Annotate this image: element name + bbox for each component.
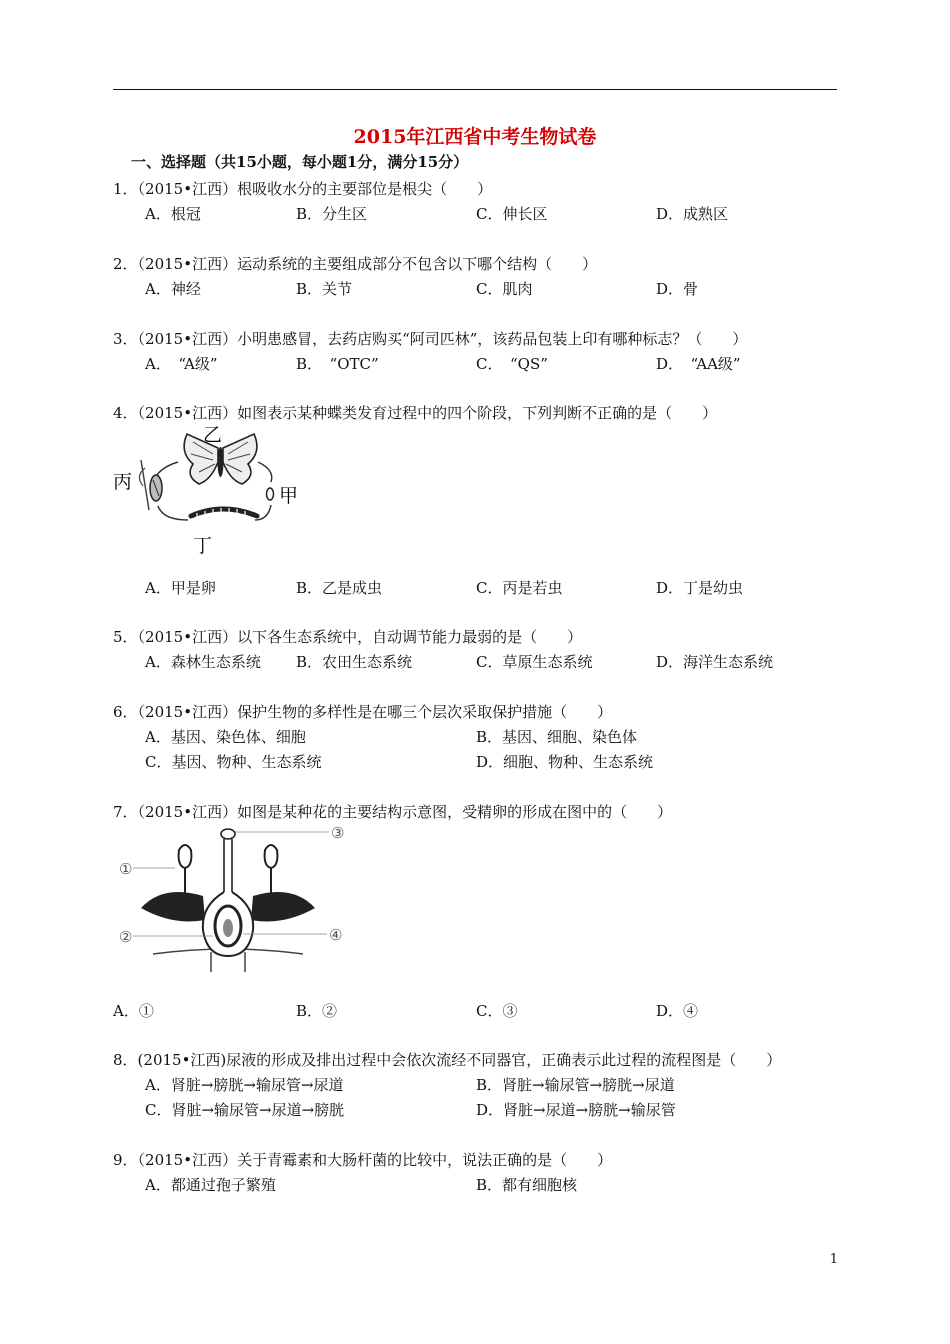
question-3-option-a[interactable]: A． “A级” [145,355,218,373]
question-5-option-a[interactable]: A．森林生态系统 [145,653,261,671]
question-8-stem: 8．(2015•江西)尿液的形成及排出过程中会依次流经不同器官，正确表示此过程的流程图是（ ） [113,1051,782,1069]
page-number: 1 [829,1252,838,1267]
figure-label-yi: 乙 [203,424,223,446]
question-9-stem: 9．（2015•江西）关于青霉素和大肠杆菌的比较中，说法正确的是（ ） [113,1151,613,1169]
question-3-option-b[interactable]: B． “OTC” [296,355,379,373]
question-4-stem: 4．（2015•江西）如图表示某种蝶类发育过程中的四个阶段，下列判断不正确的是（ ） [113,404,718,422]
question-4-option-b[interactable]: B．乙是成虫 [296,579,383,597]
figure-label-3: ③ [331,824,345,842]
question-9-option-a[interactable]: A．都通过孢子繁殖 [145,1176,276,1194]
question-7-stem: 7．（2015•江西）如图是某种花的主要结构示意图，受精卵的形成在图中的（ ） [113,803,673,821]
question-1-option-d[interactable]: D．成熟区 [656,205,729,223]
question-2-option-d[interactable]: D．骨 [656,280,699,298]
butterfly-lifecycle-figure [113,420,313,558]
question-3-stem: 3．（2015•江西）小明患感冒，去药店购买“阿司匹林”，该药品包装上印有哪种标志？（ ） [113,330,748,348]
question-2-option-b[interactable]: B．关节 [296,280,353,298]
figure-label-4: ④ [329,926,343,944]
question-1-option-a[interactable]: A．根冠 [145,205,201,223]
section-heading: 一、选择题（共15小题，每小题1分，满分15分） [131,153,469,171]
question-2-option-c[interactable]: C．肌肉 [476,280,533,298]
question-7-option-c[interactable]: C．③ [476,1002,518,1020]
question-6-option-b[interactable]: B．基因、细胞、染色体 [476,728,638,746]
figure-label-2: ② [119,928,133,946]
question-6-option-d[interactable]: D．细胞、物种、生态系统 [476,753,654,771]
caterpillar-icon [191,508,257,517]
question-5-option-c[interactable]: C．草原生态系统 [476,653,593,671]
question-8-option-d[interactable]: D．肾脏→尿道→膀胱→输尿管 [476,1101,676,1119]
question-6-option-c[interactable]: C．基因、物种、生态系统 [145,753,322,771]
question-2-option-a[interactable]: A．神经 [145,280,201,298]
question-8-option-a[interactable]: A．肾脏→膀胱→输尿管→尿道 [145,1076,344,1094]
question-5-stem: 5．（2015•江西）以下各生态系统中，自动调节能力最弱的是（ ） [113,628,583,646]
question-4-option-a[interactable]: A．甲是卵 [145,579,216,597]
question-8-option-b[interactable]: B．肾脏→输尿管→膀胱→尿道 [476,1076,675,1094]
question-9-option-b[interactable]: B．都有细胞核 [476,1176,578,1194]
figure-label-ding: 丁 [193,535,213,557]
question-4-option-c[interactable]: C．丙是若虫 [476,579,563,597]
question-5-option-d[interactable]: D．海洋生态系统 [656,653,774,671]
question-8-option-c[interactable]: C．肾脏→输尿管→尿道→膀胱 [145,1101,345,1119]
question-1-stem: 1．（2015•江西）根吸收水分的主要部位是根尖（ ） [113,180,493,198]
question-3-option-c[interactable]: C． “QS” [476,355,548,373]
page-title: 2015年江西省中考生物试卷 [353,126,597,148]
question-4-option-d[interactable]: D．丁是幼虫 [656,579,744,597]
question-7-option-b[interactable]: B．② [296,1002,338,1020]
question-7-option-a[interactable]: A．① [113,1002,154,1020]
question-1-option-c[interactable]: C．伸长区 [476,205,548,223]
figure-label-1: ① [119,860,133,878]
question-5-option-b[interactable]: B．农田生态系统 [296,653,413,671]
question-7-option-d[interactable]: D．④ [656,1002,699,1020]
question-6-stem: 6．（2015•江西）保护生物的多样性是在哪三个层次采取保护措施（ ） [113,703,613,721]
question-2-stem: 2．（2015•江西）运动系统的主要组成部分不包含以下哪个结构（ ） [113,255,598,273]
question-6-option-a[interactable]: A．基因、染色体、细胞 [145,728,306,746]
question-3-option-d[interactable]: D． “AA级” [656,355,741,373]
pupa-icon [139,460,162,510]
question-1-option-b[interactable]: B．分生区 [296,205,368,223]
figure-label-bing: 丙 [113,471,133,493]
egg-icon [267,488,274,500]
header-rule [113,89,837,90]
figure-label-jia: 甲 [279,485,299,507]
flower-structure-figure [113,822,353,980]
